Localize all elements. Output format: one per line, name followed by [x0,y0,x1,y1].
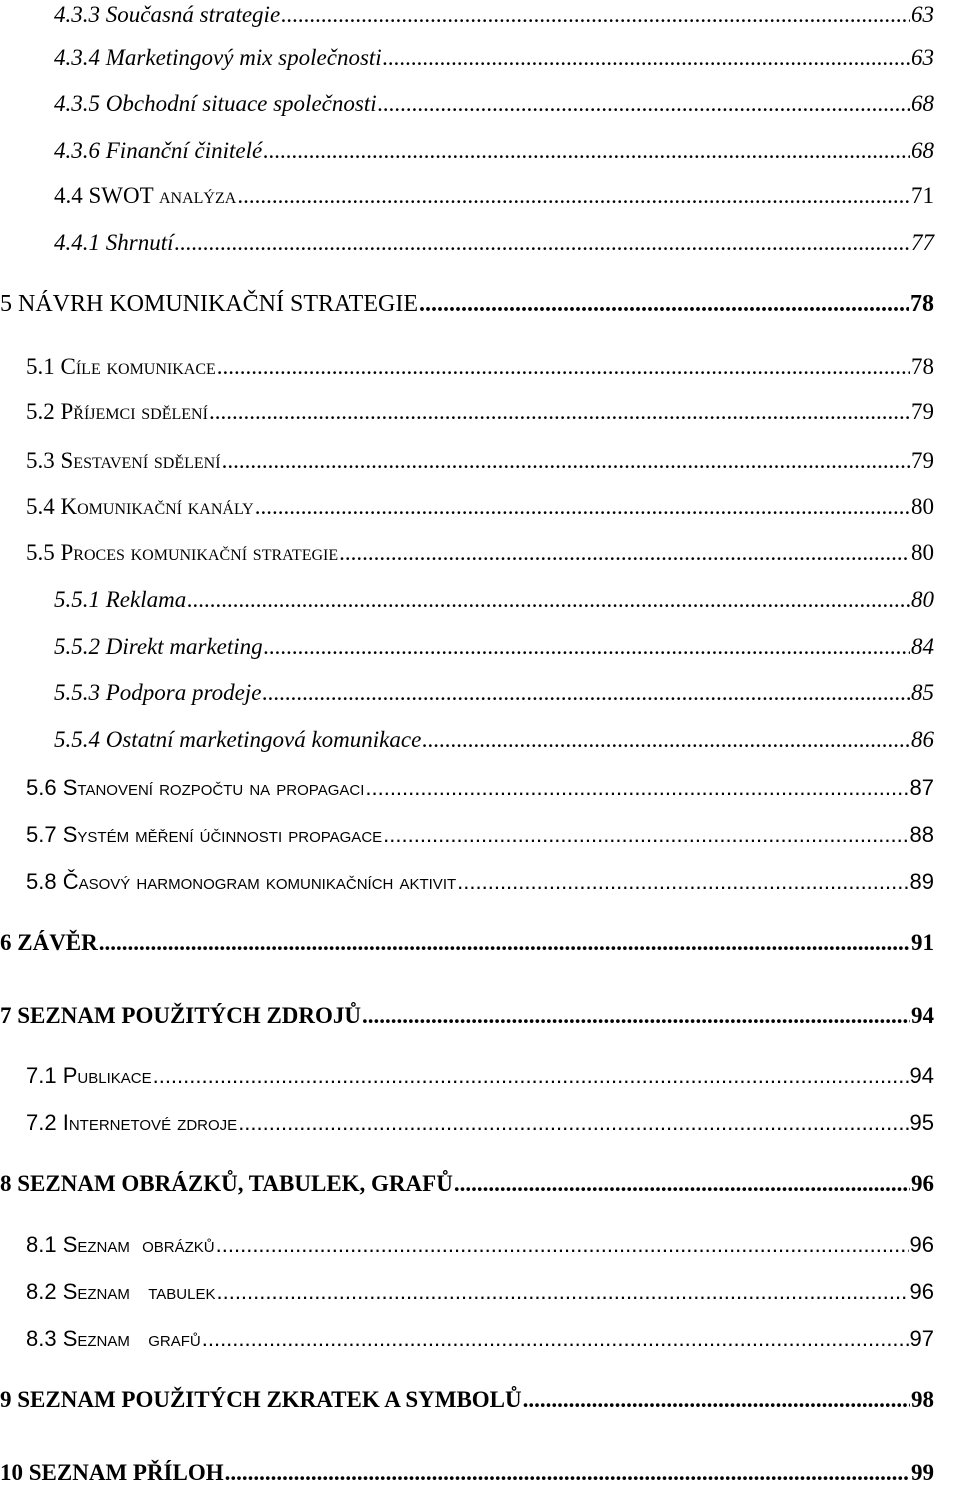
toc-entry[interactable] [26,1108,934,1138]
toc-entry-title: 4.4 SWOT analýza [54,183,237,208]
toc-entry[interactable] [54,678,934,708]
toc-page-number: 96 [909,1232,934,1257]
dot-leader [264,632,910,662]
toc-entry-title: 8.2 Seznam tabulek [26,1279,216,1304]
toc-page-number: 79 [911,448,934,473]
toc-entry[interactable] [54,181,934,211]
toc-entry[interactable] [54,585,934,615]
dot-leader [222,446,910,476]
dot-leader [523,1385,910,1415]
toc-entry-title: 8.3 Seznam grafů [26,1326,201,1351]
toc-entry[interactable] [26,352,934,382]
toc-entry-title: 4.3.3 Současná strategie [54,2,281,27]
dot-leader [422,725,910,755]
dot-leader [281,0,910,30]
toc-page-number: 79 [911,399,934,424]
toc-page-number: 86 [911,727,934,752]
toc-page-number: 78 [911,354,934,379]
dot-leader [202,1324,909,1354]
dot-leader [365,773,908,803]
toc-entry-title: 5.2 Příjemci sdělení [26,399,208,424]
dot-leader [378,89,910,119]
toc-page-number: 85 [911,680,934,705]
toc-entry[interactable] [0,1458,934,1488]
toc-page-number: 94 [909,1063,934,1088]
dot-leader [217,352,910,382]
toc-entry[interactable] [54,725,934,755]
toc-entry-title: 4.3.4 Marketingový mix společnosti [54,45,382,70]
toc-entry[interactable] [54,0,934,30]
toc-page-number: 91 [911,930,934,955]
toc-page-number: 71 [911,183,934,208]
toc-entry-title: 5.7 Systém měření účinnosti propagace [26,822,383,847]
toc-page-number: 96 [911,1171,934,1196]
dot-leader [383,820,908,850]
toc-entry[interactable] [0,1001,934,1031]
dot-leader [457,867,908,897]
toc-page-number: 98 [911,1387,934,1412]
toc-entry-title: 9 SEZNAM POUŽITÝCH ZKRATEK A SYMBOLŮ [0,1387,522,1412]
toc-entry[interactable] [54,43,934,73]
toc-entry[interactable] [54,136,934,166]
dot-leader [237,181,910,211]
dot-leader [383,43,910,73]
dot-leader [174,228,910,258]
dot-leader [153,1061,909,1091]
dot-leader [209,397,910,427]
toc-entry[interactable] [54,89,934,119]
toc-entry-title: 5.5 Proces komunikační strategie [26,540,339,565]
toc-entry[interactable] [0,289,934,319]
toc-entry-title: 4.4.1 Shrnutí [54,230,174,255]
toc-page-number: 78 [910,291,934,317]
toc-page-number: 63 [911,2,934,27]
toc-entry-title: 6 ZÁVĚR [0,930,98,955]
toc-entry-title: 5.5.2 Direkt marketing [54,634,263,659]
toc-entry[interactable] [26,1324,934,1354]
toc-entry[interactable] [0,928,934,958]
toc-entry-title: 8.1 Seznam obrázků [26,1232,215,1257]
toc-entry-title: 5.6 Stanovení rozpočtu na propagaci [26,775,365,800]
toc-page-number: 87 [909,775,934,800]
toc-page-number: 80 [911,540,934,565]
toc-entry-title: 5.5.3 Podpora prodeje [54,680,262,705]
toc-page-number: 96 [909,1279,934,1304]
toc-entry-title: 7 SEZNAM POUŽITÝCH ZDROJŮ [0,1003,362,1028]
dot-leader [419,289,909,319]
dot-leader [262,678,910,708]
toc-entry-title: 5.1 Cíle komunikace [26,354,216,379]
dot-leader [99,928,910,958]
toc-entry[interactable] [26,867,934,897]
toc-entry[interactable] [26,820,934,850]
dot-leader [263,136,910,166]
toc-entry-title: 5.8 Časový harmonogram komunikačních aktivit [26,869,457,894]
toc-entry[interactable] [26,1277,934,1307]
dot-leader [339,538,910,568]
toc-entry[interactable] [54,228,934,258]
toc-entry[interactable] [26,773,934,803]
toc-entry[interactable] [26,1061,934,1091]
toc-page-number: 80 [911,587,934,612]
toc-entry-title: 5 NÁVRH KOMUNIKAČNÍ STRATEGIE [0,291,418,317]
dot-leader [216,1277,908,1307]
toc-entry-title: 5.4 Komunikační kanály [26,494,254,519]
toc-entry-title: 7.2 Internetové zdroje [26,1110,238,1135]
toc-entry-title: 5.3 Sestavení sdělení [26,448,221,473]
toc-page-number: 97 [909,1326,934,1351]
dot-leader [216,1230,909,1260]
dot-leader [255,492,910,522]
toc-entry-title: 7.1 Publikace [26,1063,152,1088]
toc-page-number: 99 [911,1460,934,1485]
toc-entry[interactable] [26,446,934,476]
dot-leader [362,1001,910,1031]
toc-page-number: 63 [911,45,934,70]
toc-page-number: 68 [911,91,934,116]
toc-page-number: 95 [909,1110,934,1135]
toc-entry[interactable] [0,1169,934,1199]
toc-page-number: 89 [909,869,934,894]
toc-entry[interactable] [54,632,934,662]
toc-entry-title: 4.3.5 Obchodní situace společnosti [54,91,377,116]
toc-page-number: 88 [909,822,934,847]
toc-entry-title: 5.5.1 Reklama [54,587,187,612]
dot-leader [454,1169,910,1199]
toc-page-number: 84 [911,634,934,659]
toc-entry[interactable] [26,397,934,427]
toc-entry-title: 8 SEZNAM OBRÁZKŮ, TABULEK, GRAFŮ [0,1171,453,1196]
toc-entry[interactable] [26,538,934,568]
toc-entry[interactable] [26,1230,934,1260]
toc-entry[interactable] [26,492,934,522]
toc-entry[interactable] [0,1385,934,1415]
dot-leader [225,1458,910,1488]
toc-page-number: 80 [911,494,934,519]
toc-page-number: 77 [911,230,934,255]
toc-entry-title: 5.5.4 Ostatní marketingová komunikace [54,727,422,752]
toc-page-number: 68 [911,138,934,163]
toc-entry-title: 10 SEZNAM PŘÍLOH [0,1460,224,1485]
toc-page-number: 94 [911,1003,934,1028]
dot-leader [238,1108,908,1138]
dot-leader [187,585,910,615]
toc-entry-title: 4.3.6 Finanční činitelé [54,138,263,163]
